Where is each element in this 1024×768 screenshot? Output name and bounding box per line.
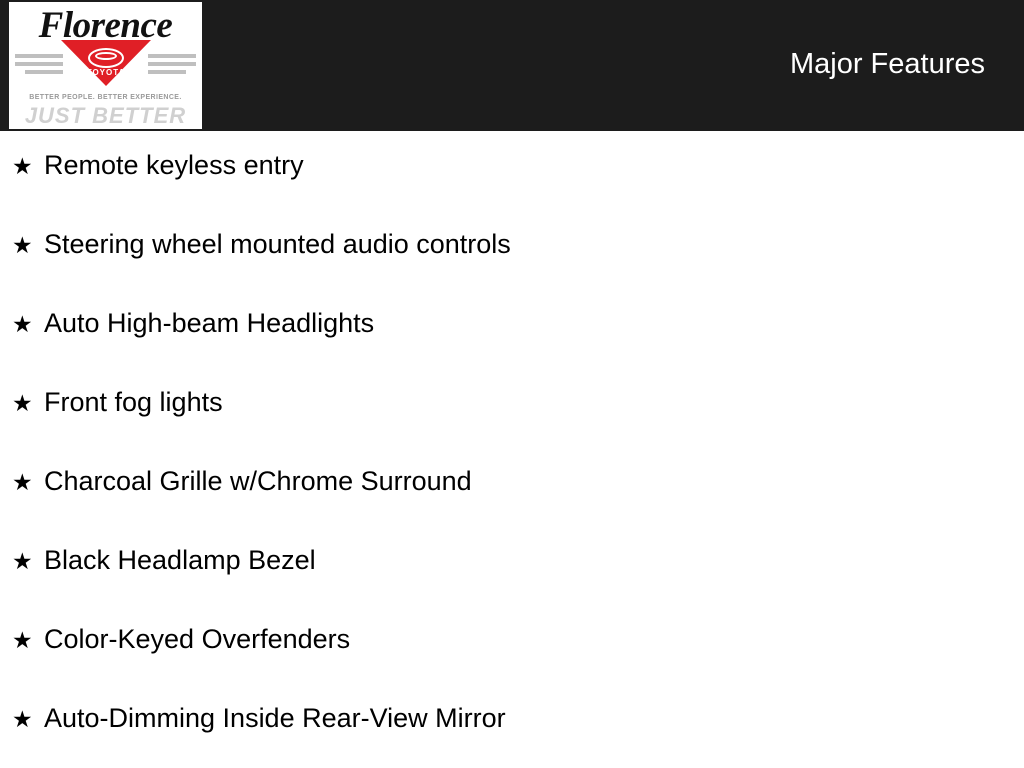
logo-slogan-text: JUST BETTER [24, 103, 187, 128]
list-item-label: Black Headlamp Bezel [44, 545, 316, 575]
logo-wordmark-text: Florence [38, 5, 173, 46]
list-item-label: Color-Keyed Overfenders [44, 624, 351, 654]
logo-wing-right-3 [148, 70, 186, 74]
list-item-label: Auto-Dimming Inside Rear-View Mirror [44, 703, 506, 733]
logo-wing-right-2 [148, 62, 196, 66]
star-bullet-icon: ★ [12, 706, 33, 732]
list-item [0, 705, 1024, 768]
star-bullet-icon: ★ [12, 311, 33, 337]
star-bullet-icon: ★ [12, 469, 33, 495]
logo-wing-right-1 [148, 54, 196, 58]
list-item [0, 310, 1024, 389]
list-item-label: Auto High-beam Headlights [44, 308, 375, 338]
badge-brand-text: TOYOTA [86, 68, 126, 77]
page-title: Major Features [789, 48, 985, 80]
list-item [0, 547, 1024, 626]
list-item-label: Front fog lights [44, 387, 223, 417]
star-bullet-icon: ★ [12, 232, 33, 258]
slide-header [0, 0, 1024, 131]
star-bullet-icon: ★ [12, 390, 33, 416]
dealer-logo [9, 2, 202, 129]
star-bullet-icon: ★ [12, 153, 33, 179]
list-item [0, 231, 1024, 310]
list-item [0, 468, 1024, 547]
star-bullet-icon: ★ [12, 548, 33, 574]
logo-wing-left-3 [25, 70, 63, 74]
logo-wing-left-2 [15, 62, 63, 66]
badge-oval-inner [95, 52, 117, 60]
list-item-label: Remote keyless entry [44, 150, 304, 180]
logo-tagline-text: BETTER PEOPLE. BETTER EXPERIENCE. [29, 94, 182, 101]
list-item [0, 152, 1024, 231]
list-item [0, 389, 1024, 468]
logo-wing-left-1 [15, 54, 63, 58]
list-item [0, 626, 1024, 705]
list-item-label: Charcoal Grille w/Chrome Surround [44, 466, 472, 496]
toyota-badge-icon [61, 40, 151, 86]
star-bullet-icon: ★ [12, 627, 33, 653]
list-item-label: Steering wheel mounted audio controls [44, 229, 511, 259]
features-list [0, 131, 1024, 768]
